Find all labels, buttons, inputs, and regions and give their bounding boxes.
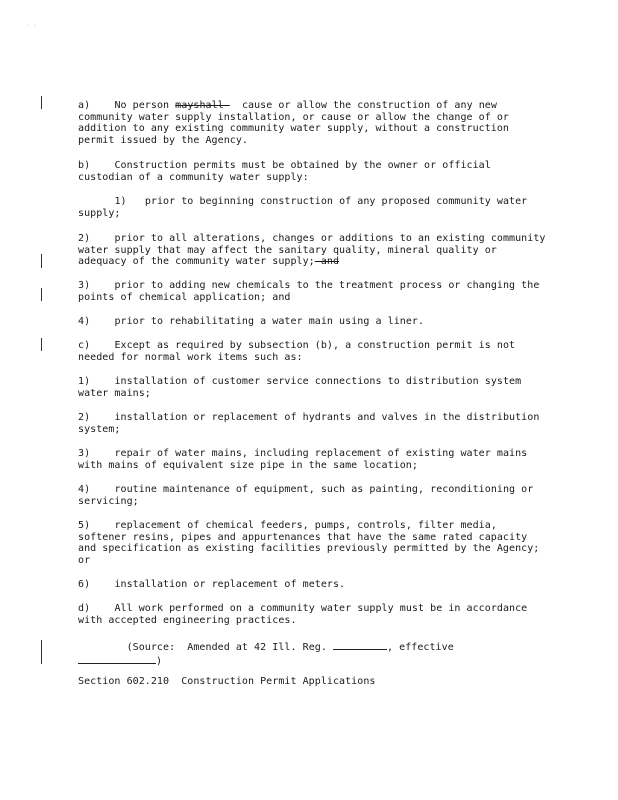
list-item	[78, 316, 546, 328]
item-text: repair of water mains, including replacement of existing water mains with mains of equivalent size pipe in the same location;	[78, 448, 534, 471]
subsection-a	[78, 100, 546, 146]
item-text: replacement of chemical feeders, pumps, controls, filter media, softener resins, pipes and appurtenances that have the same rated capacity and specification as existing facilities previously permitted by the Agency; or	[78, 520, 546, 566]
revision-bar	[41, 96, 42, 109]
item-text: prior to rehabilitating a water main using a liner.	[114, 316, 425, 327]
item-text: installation or replacement of meters.	[114, 579, 346, 590]
subsection-label: c)	[78, 340, 91, 351]
list-item	[78, 412, 546, 435]
source-prefix: (Source: Amended at 42 Ill. Reg.	[126, 642, 333, 653]
item-text: prior to beginning construction of any proposed community water supply;	[78, 196, 534, 219]
item-text: installation or replacement of hydrants and valves in the distribution system;	[78, 412, 546, 435]
list-item	[78, 233, 552, 268]
subsection-b	[78, 160, 546, 183]
subsection-label: a)	[78, 100, 91, 111]
subsection-text: cause or allow the construction of any new community water supply installation, or cause or allow the change of or addition to any existing community water supply, without a construction permit issued by the Agency.	[78, 100, 516, 146]
list-item	[78, 520, 546, 566]
subsection-c	[78, 340, 546, 363]
subsection-label: d)	[78, 603, 91, 614]
item-label: 3)	[78, 280, 91, 291]
list-item	[78, 196, 546, 219]
deleted-text: and	[314, 256, 340, 268]
item-label: 2)	[78, 412, 91, 423]
item-text: installation of customer service connections to distribution system water mains;	[78, 376, 528, 399]
list-item	[78, 376, 546, 399]
subsection-text: All work performed on a community water supply must be in accordance with accepted engineering practices.	[78, 603, 534, 626]
subsection-text: Construction permits must be obtained by the owner or official custodian of a community water supply:	[78, 160, 497, 183]
list-item	[78, 448, 546, 471]
revision-bar	[41, 288, 42, 301]
section-heading: Section 602.210 Construction Permit Applications	[78, 676, 376, 687]
source-suffix: )	[156, 655, 163, 667]
corner-mark: ' '	[26, 24, 37, 31]
source-middle: , effective	[386, 642, 454, 653]
revision-bar	[41, 338, 42, 351]
blank-line	[78, 654, 156, 664]
item-text: routine maintenance of equipment, such as painting, reconditioning or servicing;	[78, 484, 540, 507]
subsection-text: No person	[114, 100, 176, 111]
item-label: 2)	[78, 233, 91, 244]
item-label: 1)	[114, 196, 127, 207]
item-label: 1)	[78, 376, 91, 387]
item-label: 6)	[78, 579, 91, 590]
list-item	[78, 280, 546, 303]
subsection-label: b)	[78, 160, 91, 171]
item-label: 4)	[78, 316, 91, 327]
item-text: prior to all alterations, changes or additions to an existing community water supply that may affect the sanitary quality, mineral quality or adequacy of the community water supply;	[78, 233, 552, 268]
blank-line	[333, 640, 387, 650]
item-text: prior to adding new chemicals to the treatment process or changing the points of chemical application; and	[78, 280, 546, 303]
source-note	[78, 640, 546, 667]
revision-bar	[41, 254, 42, 268]
item-label: 4)	[78, 484, 91, 495]
item-label: 5)	[78, 520, 91, 531]
list-item	[78, 579, 546, 591]
revision-bar	[41, 640, 42, 664]
subsection-d	[78, 603, 546, 626]
list-item	[78, 484, 546, 507]
item-label: 3)	[78, 448, 91, 459]
subsection-text: Except as required by subsection (b), a construction permit is not needed for normal work items such as:	[78, 340, 522, 363]
deleted-text: mayshall	[175, 100, 230, 111]
